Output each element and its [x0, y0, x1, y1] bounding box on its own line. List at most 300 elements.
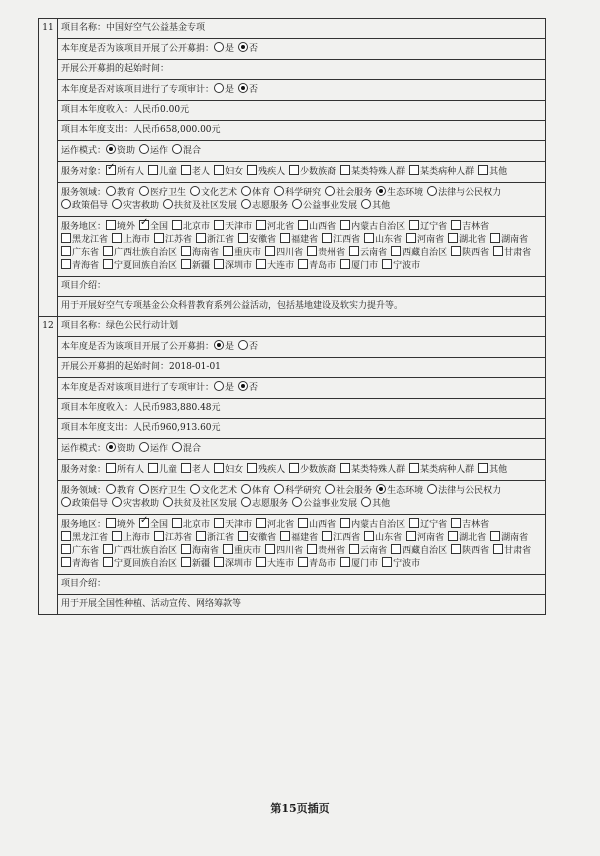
area-option[interactable]: [490, 233, 528, 246]
radio-button[interactable]: [238, 42, 248, 52]
checkbox[interactable]: [364, 531, 374, 541]
radio-button[interactable]: [427, 484, 437, 494]
checkbox[interactable]: [172, 518, 182, 528]
checkbox[interactable]: [106, 220, 116, 230]
checkbox[interactable]: [409, 165, 419, 175]
mode-option[interactable]: [106, 144, 135, 157]
checkbox[interactable]: [322, 233, 332, 243]
checkbox[interactable]: [61, 233, 71, 243]
area-option[interactable]: [256, 518, 294, 531]
radio-button[interactable]: [163, 497, 173, 507]
area-option[interactable]: [103, 259, 177, 272]
audit-option[interactable]: [238, 83, 258, 96]
area-option[interactable]: [409, 220, 447, 233]
checkbox[interactable]: [451, 246, 461, 256]
field-option[interactable]: [241, 186, 270, 199]
area-option[interactable]: [451, 544, 489, 557]
radio-button[interactable]: [106, 186, 116, 196]
checkbox[interactable]: [340, 220, 350, 230]
checkbox[interactable]: [196, 531, 206, 541]
checkbox[interactable]: [112, 531, 122, 541]
field-option-label: 其他: [372, 499, 391, 509]
area-option-label: 云南省: [360, 248, 388, 258]
target-option[interactable]: [214, 165, 243, 178]
radio-button[interactable]: [214, 340, 224, 350]
checkbox[interactable]: [322, 531, 332, 541]
radio-button[interactable]: [238, 340, 248, 350]
area-option[interactable]: [265, 544, 303, 557]
area-option[interactable]: [364, 531, 402, 544]
area-option[interactable]: [256, 259, 294, 272]
target-option[interactable]: [106, 165, 144, 178]
field-option[interactable]: [376, 186, 423, 199]
area-option[interactable]: [181, 544, 219, 557]
area-option[interactable]: [340, 220, 405, 233]
area-option[interactable]: [391, 544, 447, 557]
radio-button[interactable]: [292, 497, 302, 507]
checkbox[interactable]: [181, 557, 191, 567]
checkbox[interactable]: [265, 246, 275, 256]
target-option[interactable]: [247, 165, 285, 178]
area-option[interactable]: [493, 246, 531, 259]
target-option[interactable]: [214, 463, 243, 476]
checkbox[interactable]: [214, 259, 224, 269]
field-option[interactable]: [292, 497, 357, 510]
area-option[interactable]: [256, 220, 294, 233]
project-rows: [58, 19, 545, 316]
area-option-label: 浙江省: [207, 533, 235, 543]
checkbox[interactable]: [493, 246, 503, 256]
field-option-label: 体育: [252, 486, 271, 496]
field-option[interactable]: [241, 199, 288, 212]
field-option[interactable]: [274, 186, 321, 199]
checkbox[interactable]: [238, 233, 248, 243]
area-option[interactable]: [340, 557, 378, 570]
target-option[interactable]: [148, 463, 177, 476]
mode-row: [58, 439, 545, 460]
checkbox[interactable]: [172, 220, 182, 230]
area-option[interactable]: [61, 246, 99, 259]
checkbox[interactable]: [340, 259, 350, 269]
checkbox[interactable]: [451, 220, 461, 230]
area-option[interactable]: [298, 220, 336, 233]
checkbox[interactable]: [382, 259, 392, 269]
area-option[interactable]: [223, 544, 261, 557]
area-option[interactable]: [238, 531, 276, 544]
area-option[interactable]: [214, 220, 252, 233]
field-option[interactable]: [163, 199, 237, 212]
area-option[interactable]: [139, 518, 168, 531]
radio-button[interactable]: [163, 199, 173, 209]
area-option[interactable]: [340, 259, 378, 272]
area-option[interactable]: [307, 246, 345, 259]
checkbox[interactable]: [103, 259, 113, 269]
field-option[interactable]: [190, 484, 237, 497]
area-option[interactable]: [61, 544, 99, 557]
area-option-label: 陕西省: [462, 546, 490, 556]
checkbox[interactable]: [181, 544, 191, 554]
target-option-label: 儿童: [159, 465, 178, 475]
field-option[interactable]: [106, 484, 135, 497]
area-option[interactable]: [103, 544, 177, 557]
field-option[interactable]: [61, 497, 108, 510]
intro-text: 用于开展好空气专项基金公众科普教育系列公益活动，包括基地建设及软实力提升等。: [61, 301, 404, 311]
radio-button[interactable]: [106, 442, 116, 452]
radio-button[interactable]: [361, 497, 371, 507]
checkbox[interactable]: [391, 246, 401, 256]
field-option-label: 文化艺术: [201, 486, 238, 496]
field-option[interactable]: [139, 186, 186, 199]
target-option[interactable]: [247, 463, 285, 476]
fundraising-option[interactable]: [214, 42, 234, 55]
radio-button[interactable]: [241, 186, 251, 196]
target-option[interactable]: [148, 165, 177, 178]
radio-button[interactable]: [190, 186, 200, 196]
field-option-label: 灾害救助: [123, 499, 160, 509]
radio-button[interactable]: [376, 186, 386, 196]
checkbox[interactable]: [61, 259, 71, 269]
field-option[interactable]: [112, 199, 159, 212]
radio-button[interactable]: [190, 484, 200, 494]
field-option[interactable]: [106, 186, 135, 199]
checkbox[interactable]: [214, 518, 224, 528]
checkbox[interactable]: [451, 544, 461, 554]
checkbox[interactable]: [280, 531, 290, 541]
radio-button[interactable]: [274, 186, 284, 196]
target-option[interactable]: [181, 165, 210, 178]
radio-button[interactable]: [325, 186, 335, 196]
checkbox[interactable]: [181, 463, 191, 473]
checkbox[interactable]: [493, 544, 503, 554]
checkbox[interactable]: [247, 463, 257, 473]
field-option[interactable]: [376, 484, 423, 497]
area-option[interactable]: [409, 518, 447, 531]
area-option[interactable]: [106, 220, 135, 233]
area-option[interactable]: [448, 531, 486, 544]
area-option[interactable]: [172, 220, 210, 233]
target-option[interactable]: [289, 165, 336, 178]
field-option-label: 科学研究: [285, 188, 322, 198]
area-option[interactable]: [103, 557, 177, 570]
field-option[interactable]: [241, 497, 288, 510]
checkbox[interactable]: [181, 259, 191, 269]
target-option[interactable]: [289, 463, 336, 476]
field-option[interactable]: [292, 199, 357, 212]
mode-option[interactable]: [139, 144, 168, 157]
area-option[interactable]: [322, 531, 360, 544]
target-option[interactable]: [106, 463, 144, 476]
checkbox[interactable]: [490, 531, 500, 541]
area-option[interactable]: [214, 518, 252, 531]
area-option-label: 北京市: [183, 222, 211, 232]
field-option[interactable]: [325, 186, 372, 199]
area-option[interactable]: [298, 557, 336, 570]
radio-button[interactable]: [139, 186, 149, 196]
checkbox[interactable]: [238, 531, 248, 541]
radio-button[interactable]: [325, 484, 335, 494]
audit-option[interactable]: [214, 83, 234, 96]
radio-button[interactable]: [238, 83, 248, 93]
radio-button[interactable]: [214, 42, 224, 52]
checkbox[interactable]: [103, 544, 113, 554]
radio-button[interactable]: [241, 199, 251, 209]
area-option[interactable]: [349, 544, 387, 557]
area-option[interactable]: [307, 544, 345, 557]
checkbox[interactable]: [154, 531, 164, 541]
area-option[interactable]: [364, 233, 402, 246]
checkbox[interactable]: [223, 246, 233, 256]
radio-button[interactable]: [112, 199, 122, 209]
target-option-label: 残疾人: [258, 167, 286, 177]
checkbox[interactable]: [340, 165, 350, 175]
mode-option[interactable]: [172, 144, 201, 157]
fundraising-option[interactable]: [238, 42, 258, 55]
area-option[interactable]: [139, 220, 168, 233]
area-option[interactable]: [238, 233, 276, 246]
checkbox[interactable]: [364, 233, 374, 243]
field-option[interactable]: [427, 484, 501, 497]
radio-button[interactable]: [61, 497, 71, 507]
checkbox[interactable]: [61, 557, 71, 567]
area-option[interactable]: [181, 246, 219, 259]
radio-button[interactable]: [106, 144, 116, 154]
area-option-label: 上海市: [123, 235, 151, 245]
checkbox[interactable]: [106, 165, 116, 175]
area-option[interactable]: [451, 518, 489, 531]
checkbox[interactable]: [340, 518, 350, 528]
checkbox[interactable]: [103, 557, 113, 567]
field-option[interactable]: [274, 484, 321, 497]
area-option[interactable]: [61, 233, 108, 246]
radio-button[interactable]: [139, 484, 149, 494]
area-option[interactable]: [451, 246, 489, 259]
area-option[interactable]: [280, 531, 318, 544]
checkbox[interactable]: [406, 531, 416, 541]
area-option-label: 湖南省: [501, 533, 529, 543]
area-option[interactable]: [340, 518, 405, 531]
radio-button[interactable]: [361, 199, 371, 209]
area-option[interactable]: [154, 531, 192, 544]
radio-button[interactable]: [274, 484, 284, 494]
field-option[interactable]: [361, 199, 390, 212]
area-option[interactable]: [256, 557, 294, 570]
checkbox[interactable]: [106, 518, 116, 528]
area-option[interactable]: [493, 544, 531, 557]
checkbox[interactable]: [280, 233, 290, 243]
checkbox[interactable]: [298, 220, 308, 230]
area-option[interactable]: [61, 557, 99, 570]
checkbox[interactable]: [214, 557, 224, 567]
checkbox[interactable]: [448, 233, 458, 243]
checkbox[interactable]: [256, 259, 266, 269]
target-option[interactable]: [409, 463, 474, 476]
area-option[interactable]: [214, 259, 252, 272]
radio-button[interactable]: [241, 484, 251, 494]
checkbox[interactable]: [340, 557, 350, 567]
area-option[interactable]: [112, 233, 150, 246]
checkbox[interactable]: [406, 233, 416, 243]
area-option[interactable]: [280, 233, 318, 246]
checkbox[interactable]: [103, 246, 113, 256]
checkbox[interactable]: [112, 233, 122, 243]
area-option[interactable]: [61, 259, 99, 272]
area-option[interactable]: [406, 531, 444, 544]
field-option[interactable]: [190, 186, 237, 199]
checkbox[interactable]: [451, 518, 461, 528]
checkbox[interactable]: [298, 259, 308, 269]
checkbox[interactable]: [223, 544, 233, 554]
checkbox[interactable]: [256, 518, 266, 528]
checkbox[interactable]: [409, 518, 419, 528]
radio-button[interactable]: [172, 144, 182, 154]
fundraising-option[interactable]: [238, 340, 258, 353]
area-option[interactable]: [172, 518, 210, 531]
area-option[interactable]: [196, 233, 234, 246]
area-option[interactable]: [103, 246, 177, 259]
audit-option[interactable]: [214, 381, 234, 394]
area-option[interactable]: [265, 246, 303, 259]
radio-button[interactable]: [106, 484, 116, 494]
area-option[interactable]: [406, 233, 444, 246]
area-option[interactable]: [391, 246, 447, 259]
checkbox[interactable]: [391, 544, 401, 554]
area-option-label: 湖北省: [459, 533, 487, 543]
mode-option[interactable]: [139, 442, 168, 455]
radio-button[interactable]: [292, 199, 302, 209]
expense: 项目本年度支出：人民币658,000.00元: [61, 125, 221, 135]
checkbox[interactable]: [298, 518, 308, 528]
project-number: 12: [39, 317, 58, 614]
radio-button[interactable]: [214, 83, 224, 93]
checkbox[interactable]: [214, 165, 224, 175]
area-option[interactable]: [181, 557, 210, 570]
area-option[interactable]: [154, 233, 192, 246]
checkbox[interactable]: [382, 557, 392, 567]
checkbox[interactable]: [490, 233, 500, 243]
area-option-label: 青岛市: [309, 261, 337, 271]
area-option[interactable]: [196, 531, 234, 544]
target-option[interactable]: [478, 463, 507, 476]
target-option[interactable]: [340, 463, 405, 476]
area-option[interactable]: [382, 557, 420, 570]
area-option[interactable]: [490, 531, 528, 544]
area-option-label: 江西省: [333, 533, 361, 543]
area-option[interactable]: [448, 233, 486, 246]
checkbox[interactable]: [289, 463, 299, 473]
checkbox[interactable]: [298, 557, 308, 567]
checkbox[interactable]: [349, 544, 359, 554]
area-option[interactable]: [223, 246, 261, 259]
checkbox[interactable]: [106, 463, 116, 473]
checkbox[interactable]: [154, 233, 164, 243]
checkbox[interactable]: [307, 246, 317, 256]
checkbox[interactable]: [214, 463, 224, 473]
checkbox[interactable]: [448, 531, 458, 541]
area-option[interactable]: [298, 259, 336, 272]
checkbox[interactable]: [307, 544, 317, 554]
checkbox[interactable]: [139, 220, 149, 230]
radio-button[interactable]: [376, 484, 386, 494]
radio-button[interactable]: [139, 144, 149, 154]
radio-button[interactable]: [172, 442, 182, 452]
checkbox[interactable]: [409, 463, 419, 473]
checkbox[interactable]: [181, 165, 191, 175]
field-option-label: 法律与公民权力: [438, 486, 502, 496]
checkbox[interactable]: [256, 220, 266, 230]
radio-button[interactable]: [61, 199, 71, 209]
fundraising-option[interactable]: [214, 340, 234, 353]
radio-button[interactable]: [139, 442, 149, 452]
field-option[interactable]: [361, 497, 390, 510]
area-option[interactable]: [106, 518, 135, 531]
area-option[interactable]: [112, 531, 150, 544]
checkbox[interactable]: [340, 463, 350, 473]
field-option[interactable]: [139, 484, 186, 497]
target-option[interactable]: [478, 165, 507, 178]
field-option[interactable]: [61, 199, 108, 212]
checkbox[interactable]: [139, 518, 149, 528]
project-block: [38, 316, 546, 615]
area-option[interactable]: [298, 518, 336, 531]
area-option[interactable]: [61, 531, 108, 544]
checkbox[interactable]: [349, 246, 359, 256]
target-option[interactable]: [409, 165, 474, 178]
field-option[interactable]: [112, 497, 159, 510]
radio-button[interactable]: [427, 186, 437, 196]
audit-option[interactable]: [238, 381, 258, 394]
radio-button[interactable]: [214, 381, 224, 391]
project-name: 项目名称：绿色公民行动计划: [61, 321, 179, 331]
field-option[interactable]: [325, 484, 372, 497]
target-option[interactable]: [181, 463, 210, 476]
field-option-label: 体育: [252, 188, 271, 198]
area-option[interactable]: [181, 259, 210, 272]
checkbox[interactable]: [196, 233, 206, 243]
checkbox[interactable]: [289, 165, 299, 175]
radio-button[interactable]: [241, 497, 251, 507]
field-option[interactable]: [427, 186, 501, 199]
target-option-label: 少数族裔: [300, 167, 337, 177]
checkbox[interactable]: [478, 463, 488, 473]
field-option[interactable]: [163, 497, 237, 510]
checkbox[interactable]: [148, 463, 158, 473]
checkbox[interactable]: [478, 165, 488, 175]
intro-row: [58, 297, 545, 316]
checkbox[interactable]: [265, 544, 275, 554]
area-option[interactable]: [322, 233, 360, 246]
radio-button[interactable]: [112, 497, 122, 507]
checkbox[interactable]: [247, 165, 257, 175]
field-option[interactable]: [241, 484, 270, 497]
mode-option[interactable]: [106, 442, 135, 455]
area-option[interactable]: [451, 220, 489, 233]
checkbox[interactable]: [61, 246, 71, 256]
checkbox[interactable]: [409, 220, 419, 230]
area-option[interactable]: [349, 246, 387, 259]
checkbox[interactable]: [61, 531, 71, 541]
mode-option[interactable]: [172, 442, 201, 455]
checkbox[interactable]: [61, 544, 71, 554]
checkbox[interactable]: [256, 557, 266, 567]
radio-button[interactable]: [238, 381, 248, 391]
target-option[interactable]: [340, 165, 405, 178]
area-option-label: 河北省: [267, 222, 295, 232]
area-option[interactable]: [382, 259, 420, 272]
checkbox[interactable]: [181, 246, 191, 256]
checkbox[interactable]: [214, 220, 224, 230]
checkbox[interactable]: [148, 165, 158, 175]
area-option[interactable]: [214, 557, 252, 570]
